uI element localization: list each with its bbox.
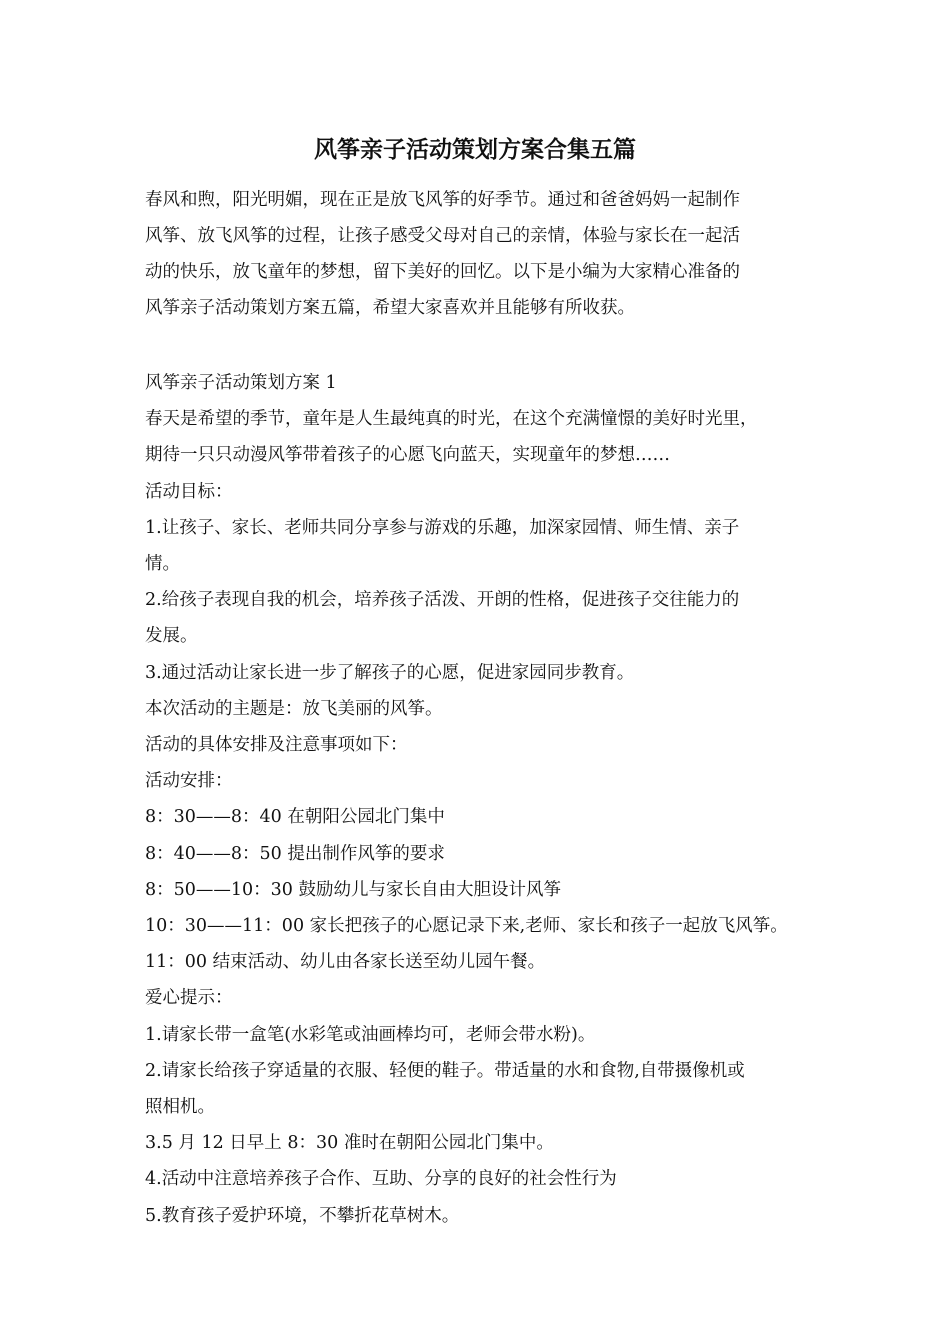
schedule-line: 10：30——11：00 家长把孩子的心愿记录下来,老师、家长和孩子一起放飞风筝。	[145, 916, 788, 937]
schedule-line: 11：00 结束活动、幼儿由各家长送至幼儿园午餐。	[145, 952, 546, 973]
intro-line: 春风和煦，阳光明媚，现在正是放飞风筝的好季节。通过和爸爸妈妈一起制作	[145, 190, 740, 210]
body-line: 春天是希望的季节，童年是人生最纯真的时光，在这个充满憧憬的美好时光里，	[145, 409, 758, 430]
tip-line: 1.请家长带一盒笔(水彩笔或油画棒均可，老师会带水粉)。	[145, 1024, 596, 1045]
section-heading: 风筝亲子活动策划方案 1	[145, 373, 337, 393]
tip-line: 4.活动中注意培养孩子合作、互助、分享的良好的社会性行为	[145, 1169, 617, 1190]
intro-line: 动的快乐，放飞童年的梦想，留下美好的回忆。以下是小编为大家精心准备的	[145, 262, 740, 282]
body-line: 本次活动的主题是：放飞美丽的风筝。	[145, 698, 443, 719]
tip-line: 5.教育孩子爱护环境，不攀折花草树木。	[145, 1205, 460, 1226]
body-line: 1.让孩子、家长、老师共同分享参与游戏的乐趣，加深家园情、师生情、亲子	[145, 517, 740, 538]
body-line: 爱心提示：	[145, 988, 233, 1009]
intro-paragraph	[145, 182, 810, 326]
intro-line: 风筝亲子活动策划方案五篇，希望大家喜欢并且能够有所收获。	[145, 298, 635, 318]
body-line: 情。	[145, 554, 180, 575]
body-line: 活动目标：	[145, 481, 233, 502]
body-line: 3.通过活动让家长进一步了解孩子的心愿，促进家园同步教育。	[145, 662, 635, 683]
body-line: 2.给孩子表现自我的机会，培养孩子活泼、开朗的性格，促进孩子交往能力的	[145, 590, 740, 611]
tip-line: 照相机。	[145, 1097, 215, 1118]
body-line: 发展。	[145, 626, 198, 647]
body-line: 活动的具体安排及注意事项如下：	[145, 735, 408, 756]
intro-line: 风筝、放飞风筝的过程，让孩子感受父母对自己的亲情，体验与家长在一起活	[145, 226, 740, 246]
plan-section	[145, 365, 825, 1234]
body-line: 期待一只只动漫风筝带着孩子的心愿飞向蓝天，实现童年的梦想……	[145, 445, 670, 466]
tip-line: 3.5 月 12 日早上 8：30 准时在朝阳公园北门集中。	[145, 1133, 554, 1154]
body-line: 活动安排：	[145, 771, 233, 792]
document-title: 风筝亲子活动策划方案合集五篇	[314, 136, 636, 163]
schedule-line: 8：50——10：30 鼓励幼儿与家长自由大胆设计风筝	[145, 879, 561, 900]
tip-line: 2.请家长给孩子穿适量的衣服、轻便的鞋子。带适量的水和食物,自带摄像机或	[145, 1060, 745, 1081]
schedule-line: 8：40——8：50 提出制作风筝的要求	[145, 843, 445, 864]
schedule-line: 8：30——8：40 在朝阳公园北门集中	[145, 807, 445, 828]
